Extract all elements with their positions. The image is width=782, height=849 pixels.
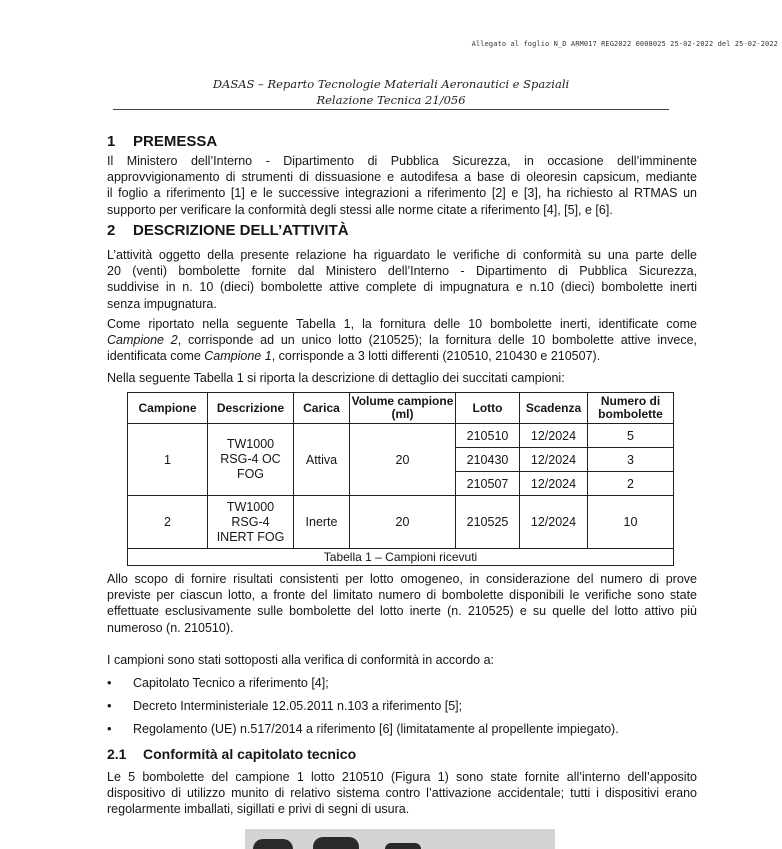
text-line: [107, 332, 697, 348]
text-line: previste per ciascun lotto, a fronte del limitato numero di bombolette disponibili le verifiche sono state: [107, 588, 697, 603]
table-cell: 20: [350, 496, 456, 549]
table-cell: 5: [588, 424, 674, 448]
table-row: [128, 424, 674, 448]
table-cell: 3: [588, 448, 674, 472]
table-cell: 2: [128, 496, 208, 549]
italic-term: Campione 1: [204, 349, 272, 364]
column-header: Scadenza: [520, 393, 588, 424]
section-2-paragraph-3: [107, 370, 697, 386]
text-line: 20 (venti) bombolette fornite dal Ministero dell’Interno - Dipartimento di Pubblica Sicurezza,: [107, 264, 697, 279]
table-cell: 1: [128, 424, 208, 496]
section-2-paragraph-1: [107, 247, 697, 312]
section-title: PREMESSA: [133, 133, 218, 150]
text-line: Allo scopo di fornire risultati consistenti per lotto omogeneo, in considerazione del numero di prove: [107, 572, 697, 586]
table-row: [128, 496, 674, 549]
text-line: I campioni sono stati sottoposti alla verifica di conformità in accordo a:: [107, 653, 494, 667]
text-line: Il Ministero dell’Interno - Dipartimento di Pubblica Sicurezza, in occasione dell’imminente: [107, 154, 697, 168]
table-cell: TW1000 RSG-4 INERT FOG: [208, 496, 294, 549]
bullet-icon: •: [107, 675, 112, 690]
table-cell: Attiva: [294, 424, 350, 496]
samples-table: [127, 392, 674, 566]
section-2-paragraph-4: [107, 571, 697, 636]
section-2-1-paragraph: [107, 769, 697, 818]
text-line: senza impugnatura.: [107, 296, 217, 311]
table-caption: Tabella 1 – Campioni ricevuti: [128, 549, 674, 566]
text-line: supporto per verificare la conformità degli stessi alle norme citate a riferimento [4], [5], e [6].: [107, 202, 613, 217]
bullet-icon: •: [107, 721, 112, 736]
text-fragment: identificata come: [107, 349, 205, 364]
table-cell: 210507: [456, 472, 520, 496]
table-cell: 12/2024: [520, 424, 588, 448]
canister-shape: [385, 843, 421, 849]
italic-term: Campione 2: [107, 333, 178, 348]
table-cell: TW1000 RSG-4 OC FOG: [208, 424, 294, 496]
table-cell: 210430: [456, 448, 520, 472]
section-2-paragraph-2: [107, 316, 697, 365]
list-item-text: Decreto Interministeriale 12.05.2011 n.103 a riferimento [5];: [133, 699, 463, 713]
section-number: 2: [107, 222, 116, 239]
document-header: DASAS – Reparto Tecnologie Materiali Aeronautici e Spaziali: [212, 77, 570, 91]
text-line: [107, 348, 697, 364]
text-line: Le 5 bombolette del campione 1 lotto 210510 (Figura 1) sono state fornite all’interno dell’apposito: [107, 770, 697, 784]
text-line: Nella seguente Tabella 1 si riporta la descrizione di dettaglio dei succitati campioni:: [107, 371, 565, 385]
text-line: regolarmente imballati, sigillati e privi di segni di usura.: [107, 802, 410, 817]
table-header-row: [128, 393, 674, 424]
text-fragment: , corrisponde a 3 lotti differenti (210510, 210430 e 210507).: [271, 349, 601, 364]
column-header: Carica: [294, 393, 350, 424]
table-cell: Inerte: [294, 496, 350, 549]
section-title: DESCRIZIONE DELL’ATTIVITÀ: [133, 222, 349, 239]
text-line: Come riportato nella seguente Tabella 1, la fornitura delle 10 bombolette inerti, identificate come: [107, 317, 697, 331]
table-cell: 210525: [456, 496, 520, 549]
section-2-paragraph-5: [107, 652, 697, 668]
section-title: Conformità al capitolato tecnico: [143, 746, 357, 762]
column-header: Numero di bombolette: [588, 393, 674, 424]
section-number: 2.1: [107, 746, 127, 762]
text-line: il foglio a riferimento [1] e le successive integrazioni a riferimento [2] e [3], ha richiesto al RTMAS un: [107, 186, 697, 201]
protocol-stamp: Allegato al foglio N_D ARM017 REG2022 0008025 25-02-2022 del 25-02-2022: [471, 40, 778, 48]
section-1-heading: [107, 133, 217, 150]
list-item-text: Regolamento (UE) n.517/2014 a riferimento [6] (limitatamente al propellente impiegato).: [133, 722, 619, 736]
figure-1-photo: [245, 829, 555, 849]
text-line: L’attività oggetto della presente relazione ha riguardato le verifiche di conformità su una parte delle: [107, 248, 697, 262]
text-fragment: , corrisponde ad un unico lotto (210525); la fornitura delle 10 bombolette attive invece,: [177, 333, 697, 348]
section-2-heading: [107, 222, 349, 239]
text-line: numeroso (n. 210510).: [107, 620, 234, 635]
text-line: effettuate esclusivamente sulle bombolette del lotto inerte (n. 210525) e su quelle del lotto attivo più: [107, 604, 697, 619]
section-2-1-heading: [107, 746, 356, 762]
list-item-text: Capitolato Tecnico a riferimento [4];: [133, 676, 329, 690]
column-header: Volume campione (ml): [350, 393, 456, 424]
table-cell: 12/2024: [520, 472, 588, 496]
table-cell: 12/2024: [520, 448, 588, 472]
canister-shape: [253, 839, 293, 849]
canister-shape: [313, 837, 359, 849]
bullet-icon: •: [107, 698, 112, 713]
table-cell: 12/2024: [520, 496, 588, 549]
table-cell: 210510: [456, 424, 520, 448]
table-cell: 20: [350, 424, 456, 496]
column-header: Lotto: [456, 393, 520, 424]
column-header: Descrizione: [208, 393, 294, 424]
text-line: approvvigionamento di strumenti di dissuasione e autodifesa a base di oleoresin capsicum, mediante: [107, 170, 697, 185]
section-1-paragraph: [107, 153, 697, 218]
table-caption-row: [128, 549, 674, 566]
header-rule: [113, 109, 669, 110]
table-cell: 10: [588, 496, 674, 549]
column-header: Campione: [128, 393, 208, 424]
section-number: 1: [107, 133, 116, 150]
text-line: suddivise in n. 10 (dieci) bombolette attive complete di impugnatura e n.10 (dieci) bombolette inerti: [107, 280, 697, 295]
text-line: dispositivo di utilizzo munito di relativo sistema contro l’attivazione accidentale; tutti i dispositivi erano: [107, 786, 697, 801]
report-number: Relazione Tecnica 21/056: [316, 93, 466, 107]
table-cell: 2: [588, 472, 674, 496]
